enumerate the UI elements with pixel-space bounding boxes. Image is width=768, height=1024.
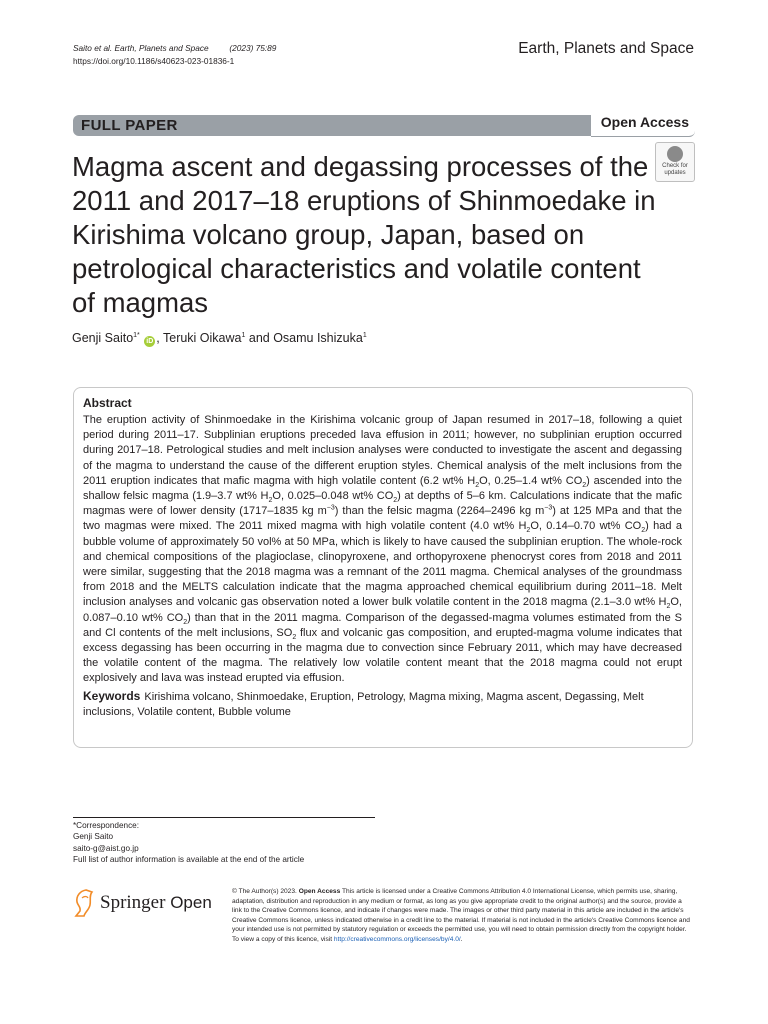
citation-volume: (2023) 75:89 xyxy=(229,43,277,53)
journal-name: Earth, Planets and Space xyxy=(518,40,694,57)
citation-block xyxy=(73,42,276,68)
author-list xyxy=(72,331,367,347)
footnote-divider xyxy=(73,817,375,818)
license-text: © The Author(s) 2023. Open Access This article is licensed under a Creative Commons Attribution 4.0 International License, which permits use, sharing, adaptation, distribution and reproduction in any medium or format, as long as you give appropriate credit to the original author(s) and the source, provide a link to the Creative Commons licence, and indicate if changes were made. The images or other third party material in this article are included in the article's Creative Commons licence, unless indicated otherwise in a credit line to the material. If material is not included in the article's Creative Commons licence and your intended use is not permitted by statutory regulation or exceeds the permitted use, you will need to obtain permission directly from the copyright holder. To view a copy of this licence, visit http://creativecommons.org/licenses/by/4.0/. xyxy=(232,888,690,943)
correspondence-email[interactable]: saito-g@aist.go.jp xyxy=(73,843,139,853)
check-updates-icon xyxy=(667,146,683,162)
correspondence-label: *Correspondence: xyxy=(73,821,139,830)
abstract-heading: Abstract xyxy=(83,396,132,410)
author-info-note: Full list of author information is available at the end of the article xyxy=(73,855,305,865)
author-1-affil: 1* xyxy=(133,331,140,339)
keywords-label: Keywords xyxy=(83,688,141,703)
article-title: Magma ascent and degassing processes of the 2011 and 2017–18 eruptions of Shinmoedake in Kirishima volcano group, Japan, based on petrological characteristics and volatile content of magmas xyxy=(72,151,656,318)
abstract-box xyxy=(73,387,693,748)
correspondence-name: Genji Saito xyxy=(73,832,114,842)
check-text-1: Check for xyxy=(662,163,688,169)
springer-open-logo xyxy=(72,886,222,920)
springer-open: Open xyxy=(170,893,212,912)
author-2[interactable]: , Teruki Oikawa xyxy=(156,331,242,345)
doi-link[interactable]: https://doi.org/10.1186/s40623-023-01836-1 xyxy=(73,56,235,66)
keywords-list: Kirishima volcano, Shinmoedake, Eruption, Petrology, Magma mixing, Magma ascent, Degassing, Melt inclusions, Volatile content, Bubble volume xyxy=(83,690,644,718)
orcid-icon[interactable]: iD xyxy=(146,338,154,345)
check-for-updates-badge[interactable] xyxy=(655,142,695,180)
check-text-2: updates xyxy=(664,170,686,176)
open-access-label: Open Access xyxy=(591,113,695,137)
author-2-affil: 1 xyxy=(241,331,246,339)
license-link[interactable]: http://creativecommons.org/licenses/by/4.0/ xyxy=(333,935,461,943)
article-type-label: FULL PAPER xyxy=(81,117,178,134)
author-3[interactable]: and Osamu Ishizuka xyxy=(245,331,363,345)
springer-brand: Springer xyxy=(100,892,166,913)
citation-authors: Saito et al. Earth, Planets and Space xyxy=(73,43,209,53)
author-3-affil: 1 xyxy=(362,331,367,339)
keywords xyxy=(83,689,682,720)
article-type-banner xyxy=(73,115,695,136)
springer-horse-icon xyxy=(72,888,94,918)
author-1[interactable]: Genji Saito xyxy=(72,331,134,345)
correspondence-block xyxy=(73,820,304,866)
abstract-text: The eruption activity of Shinmoedake in the Kirishima volcanic group of Japan resumed in 2017–18, following a quiet period during 2011–17. Subplinian eruptions preceded lava effusion in 2011; however, no subplinian eruption occurred during 2017–18. Petrological studies and melt inclusion analyses were conducted to investigate the ascent and degassing of the magma to understand the cause of the different eruption styles. Chemical analysis of the melt inclusions from the 2011 eruption indicates that mafic magma with high volatile content (6.2 wt% $H_2O$, 0.25–1.4 wt% $CO_2$) ascended into the shallow felsic magma (1.9–3.7 wt% $H_2O$, 0.025–0.048 wt% $CO_2$) at depths of 5–6 km. Calculations indicate that the mafic magmas were of lower density (1717–1835 kg $m^{-3}$) than the felsic magma (2264–2496 kg $m^{-3}$) at 125 MPa and that the two magmas were mixed. The 2011 mixed magma with high volatile content (4.0 wt% $H_2O$, 0.14–0.70 wt% $CO_2$) had a bubble volume of approximately 50 vol% at 50 MPa, which is likely to have caused the subplinian eruption. The whole-rock and chemical compositions of the plagioclase, clinopyroxene, and orthopyroxene phenocryst cores from 2018 and 2011 were similar, suggesting that the 2018 magma was a remnant of the 2011 magma. Chemical analyses of the groundmass from 2018 and the MELTS calculation indicate that the magma approached chemical equilibrium during 2011–18. Melt inclusion analyses and volcanic gas observation noted a lower bulk volatile content in the 2018 magma (2.1–3.0 wt% $H_2O$, 0.087–0.10 wt% $CO_2$) than that in the 2011 magma. Comparison of the degassed-magma volumes estimated from the S and Cl contents of the melt inclusions, $SO_2$ flux and volcanic gas composition, and erupted-magma volume indicates that excess degassing has been occurring in the magma due to convection since February 2011, which may have decreased the volatile content of the magma. The relatively low volatile content meant that the 2018 magma could not erupt explosively and lava was instead erupted via effusion. xyxy=(83,414,682,685)
